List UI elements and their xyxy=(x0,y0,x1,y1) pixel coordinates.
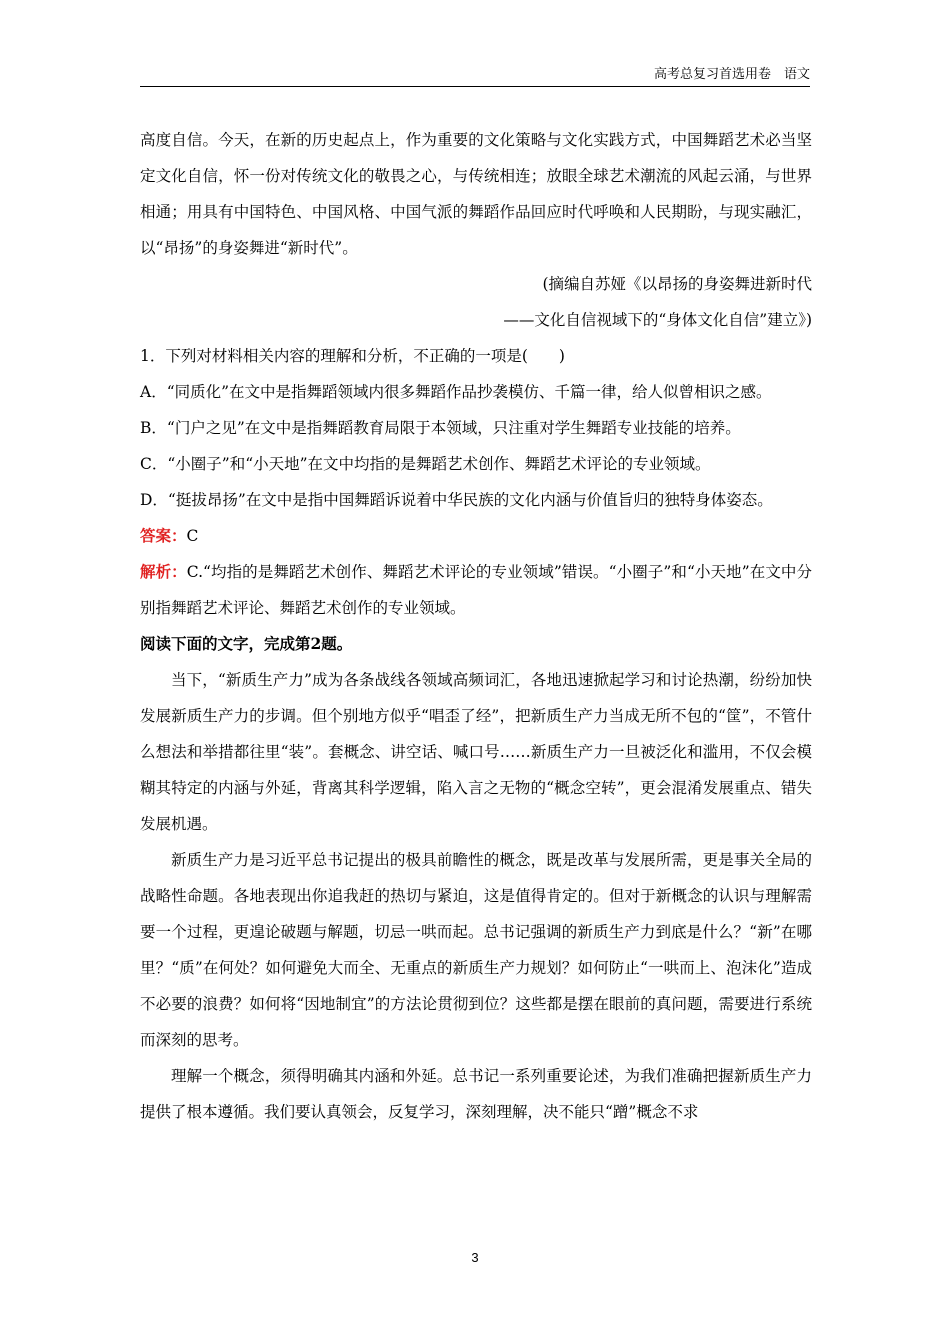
source-line-2: ——文化自信视域下的“身体文化自信”建立》) xyxy=(503,311,812,329)
reading-paragraph-3: 理解一个概念，须得明确其内涵和外延。总书记一系列重要论述，为我们准确把握新质生产力提供了根本遵循。我们要认真领会，反复学习，深刻理解，决不能只“蹭”概念不求 xyxy=(140,1067,812,1121)
page-number: 3 xyxy=(471,1250,479,1265)
question-1-stem: 1．下列对材料相关内容的理解和分析，不正确的一项是( ) xyxy=(140,347,565,365)
option-c: C．“小圈子”和“小天地”在文中均指的是舞蹈艺术创作、舞蹈艺术评论的专业领域。 xyxy=(140,455,711,473)
option-b: B．“门户之见”在文中是指舞蹈教育局限于本领域，只注重对学生舞蹈专业技能的培养。 xyxy=(140,419,741,437)
reading-paragraph-2: 新质生产力是习近平总书记提出的极具前瞻性的概念，既是改革与发展所需，更是事关全局的战略性命题。各地表现出你追我赶的热切与紧迫，这是值得肯定的。但对于新概念的认识与理解需要一个过程，更遑论破题与解题，切忌一哄而起。总书记强调的新质生产力到底是什么？“新”在哪里？“质”在何处？如何避免大而全、无重点的新质生产力规划？如何防止“一哄而上、泡沫化”造成不必要的浪费？如何将“因地制宜”的方法论贯彻到位？这些都是摆在眼前的真问题，需要进行系统而深刻的思考。 xyxy=(140,851,812,1049)
reading-paragraph-1: 当下，“新质生产力”成为各条战线各领域高频词汇，各地迅速掀起学习和讨论热潮，纷纷加快发展新质生产力的步调。但个别地方似乎“唱歪了经”，把新质生产力当成无所不包的“筐”，不管什么想法和举措都往里“装”。套概念、讲空话、喊口号……新质生产力一旦被泛化和滥用，不仅会模糊其特定的内涵与外延，背离其科学逻辑，陷入言之无物的“概念空转”，更会混淆发展重点、错失发展机遇。 xyxy=(140,671,812,833)
analysis-label: 解析： xyxy=(140,562,187,581)
page-header xyxy=(140,64,810,87)
option-a: A．“同质化”在文中是指舞蹈领域内很多舞蹈作品抄袭模仿、千篇一律，给人似曾相识之感。 xyxy=(140,383,772,401)
analysis-line xyxy=(140,554,812,626)
option-d: D．“挺拔昂扬”在文中是指中国舞蹈诉说着中华民族的文化内涵与价值旨归的独特身体姿态。 xyxy=(140,491,773,509)
header-title: 高考总复习首选用卷 语文 xyxy=(653,67,810,82)
analysis-text: C.“均指的是舞蹈艺术创作、舞蹈艺术评论的专业领域”错误。“小圈子”和“小天地”在文中分别指舞蹈艺术评论、舞蹈艺术创作的专业领域。 xyxy=(140,563,812,617)
answer-value: C xyxy=(186,527,199,545)
source-line-1: (摘编自苏娅《以昂扬的身姿舞进新时代 xyxy=(542,275,812,293)
page-content xyxy=(140,122,812,1130)
passage-paragraph: 高度自信。今天，在新的历史起点上，作为重要的文化策略与文化实践方式，中国舞蹈艺术必当坚定文化自信，怀一份对传统文化的敬畏之心，与传统相连；放眼全球艺术潮流的风起云涌，与世界相通；用具有中国特色、中国风格、中国气派的舞蹈作品回应时代呼唤和人民期盼，与现实融汇，以“昂扬”的身姿舞进“新时代”。 xyxy=(140,131,812,257)
answer-line xyxy=(140,518,812,554)
answer-label: 答案： xyxy=(140,526,187,545)
section-2-instruction: 阅读下面的文字，完成第2题。 xyxy=(140,634,353,653)
